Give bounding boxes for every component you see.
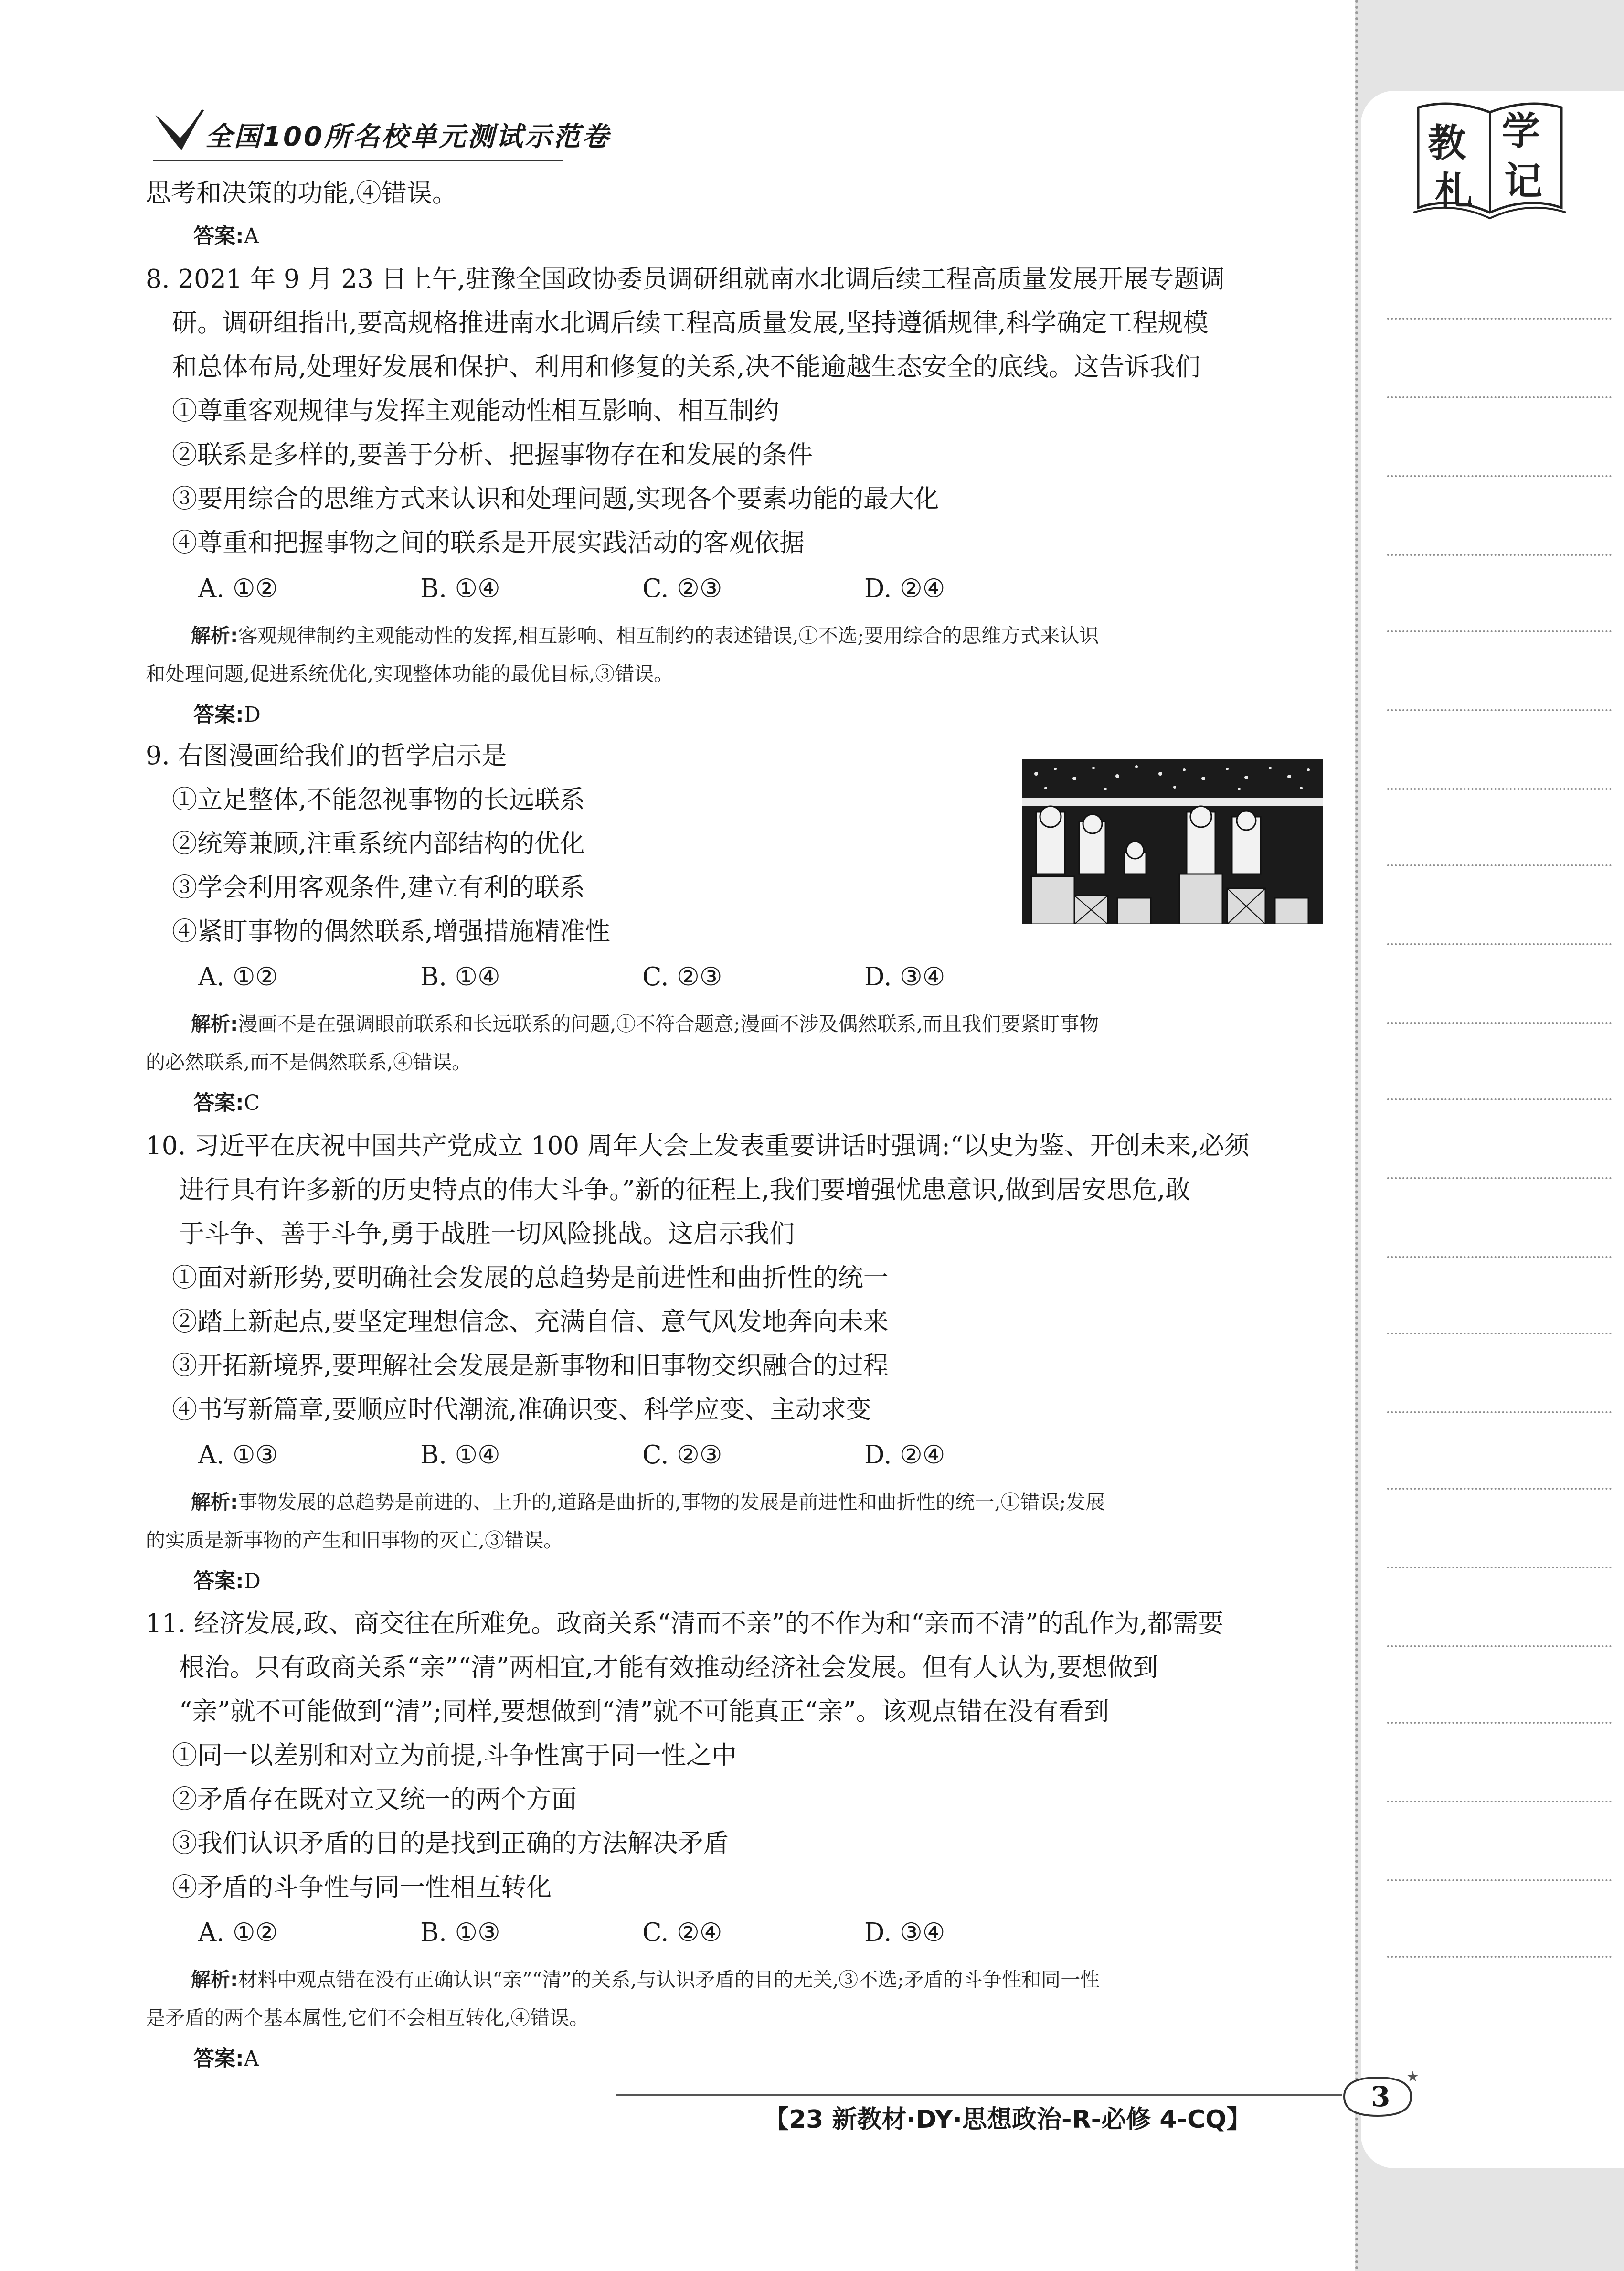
question-stem-line: 于斗争、善于斗争,勇于战胜一切风险挑战。这启示我们 <box>179 1219 795 1248</box>
question-stem-line: “亲”就不可能做到“清”;同样,要想做到“清”就不可能真正“亲”。该观点错在没有看到 <box>179 1697 1109 1726</box>
analysis-line: 的必然联系,而不是偶然联系,④错误。 <box>146 1051 472 1074</box>
notes-margin-page <box>1361 91 1624 2168</box>
option-d[interactable]: D. ③④ <box>864 962 945 992</box>
answer-value: A <box>244 224 259 248</box>
note-line[interactable] <box>1387 1256 1612 1258</box>
answer-label: 答案: <box>193 1091 244 1115</box>
intro-answer <box>193 220 259 253</box>
note-line[interactable] <box>1387 788 1612 790</box>
analysis-text: 客观规律制约主观能动性的发挥,相互影响、相互制约的表述错误,①不选;要用综合的思维方式来认识 <box>238 624 1099 647</box>
statement: ③开拓新境界,要理解社会发展是新事物和旧事物交织融合的过程 <box>172 1351 889 1380</box>
statement: ④书写新篇章,要顺应时代潮流,准确识变、科学应变、主动求变 <box>172 1395 871 1424</box>
page-number-badge <box>1335 2068 1421 2125</box>
answer-label: 答案: <box>193 2047 244 2071</box>
note-line[interactable] <box>1387 1879 1612 1881</box>
cartoon-illustration <box>1022 759 1323 924</box>
note-line[interactable] <box>1387 709 1612 711</box>
option-d[interactable]: D. ③④ <box>864 1918 945 1947</box>
statement: ③我们认识矛盾的目的是找到正确的方法解决矛盾 <box>172 1829 729 1858</box>
answer-line <box>193 1565 261 1598</box>
statement: ②矛盾存在既对立又统一的两个方面 <box>172 1785 577 1814</box>
answer-label: 答案: <box>193 224 244 248</box>
option-a[interactable]: A. ①② <box>198 1918 278 1947</box>
notes-title-char: 札 <box>1435 168 1473 213</box>
note-line[interactable] <box>1387 1177 1612 1179</box>
answer-value: A <box>244 2047 259 2071</box>
option-c[interactable]: C. ②③ <box>642 962 722 992</box>
analysis-label: 解析: <box>191 624 238 647</box>
option-c[interactable]: C. ②③ <box>642 1440 722 1470</box>
note-line[interactable] <box>1387 1098 1612 1100</box>
note-line[interactable] <box>1387 1645 1612 1647</box>
question-stem-line: 9. 右图漫画给我们的哲学启示是 <box>146 741 507 770</box>
notes-title-char: 学 <box>1502 108 1540 153</box>
option-b[interactable]: B. ①④ <box>420 574 500 603</box>
note-line[interactable] <box>1387 630 1612 632</box>
svg-text:★: ★ <box>1406 2068 1419 2085</box>
analysis-line: 的实质是新事物的产生和旧事物的灭亡,③错误。 <box>146 1529 563 1552</box>
option-c[interactable]: C. ②④ <box>642 1918 722 1947</box>
answer-value: C <box>244 1091 260 1115</box>
statement: ②统筹兼顾,注重系统内部结构的优化 <box>172 829 585 858</box>
analysis-line <box>191 1488 1105 1516</box>
note-line[interactable] <box>1387 1956 1612 1958</box>
analysis-line <box>191 622 1099 650</box>
statement: ④紧盯事物的偶然联系,增强措施精准性 <box>172 917 610 946</box>
analysis-text: 漫画不是在强调眼前联系和长远联系的问题,①不符合题意;漫画不涉及偶然联系,而且我们要紧盯事物 <box>238 1013 1099 1035</box>
header-rule <box>153 160 563 161</box>
note-line[interactable] <box>1387 1722 1612 1724</box>
quill-logo-icon <box>153 105 205 158</box>
analysis-line <box>191 1010 1099 1038</box>
notes-title-char: 教 <box>1428 120 1466 165</box>
note-line[interactable] <box>1387 1567 1612 1568</box>
statement: ①立足整体,不能忽视事物的长远联系 <box>172 785 585 814</box>
analysis-text: 事物发展的总趋势是前进的、上升的,道路是曲折的,事物的发展是前进性和曲折性的统一,①错误;发展 <box>238 1491 1105 1514</box>
answer-label: 答案: <box>193 703 244 727</box>
answer-value: D <box>244 1569 261 1593</box>
statement: ④尊重和把握事物之间的联系是开展实践活动的客观依据 <box>172 528 805 557</box>
statement: ①尊重客观规律与发挥主观能动性相互影响、相互制约 <box>172 396 779 426</box>
notes-title-char: 记 <box>1504 159 1542 203</box>
statement: ③学会利用客观条件,建立有利的联系 <box>172 873 585 902</box>
option-c[interactable]: C. ②③ <box>642 574 722 603</box>
note-line[interactable] <box>1387 943 1612 945</box>
answer-label: 答案: <box>193 1569 244 1593</box>
option-a[interactable]: A. ①③ <box>198 1440 278 1470</box>
header-title: 全国100所名校单元测试示范卷 <box>205 121 611 152</box>
option-a[interactable]: A. ①② <box>198 574 278 603</box>
statement: ②联系是多样的,要善于分析、把握事物存在和发展的条件 <box>172 440 813 469</box>
note-line[interactable] <box>1387 554 1612 556</box>
note-line[interactable] <box>1387 396 1612 398</box>
footer-series: 【23 新教材·DY·思想政治-R-必修 4-CQ】 <box>764 2105 1252 2134</box>
statement: ②踏上新起点,要坚定理想信念、充满自信、意气风发地奔向未来 <box>172 1307 889 1336</box>
option-b[interactable]: B. ①④ <box>420 962 500 992</box>
note-line[interactable] <box>1387 1411 1612 1413</box>
statement: ④矛盾的斗争性与同一性相互转化 <box>172 1873 552 1902</box>
analysis-line: 和处理问题,促进系统优化,实现整体功能的最优目标,③错误。 <box>146 662 674 685</box>
question-stem-line: 根治。只有政商关系“亲”“清”两相宜,才能有效推动经济社会发展。但有人认为,要想做到 <box>179 1653 1158 1682</box>
question-stem-line: 进行具有许多新的历史特点的伟大斗争。”新的征程上,我们要增强忧患意识,做到居安思危,敢 <box>179 1175 1191 1205</box>
answer-line <box>193 698 261 732</box>
page-number: 3 <box>1371 2080 1390 2113</box>
answer-line <box>193 1087 260 1120</box>
question-stem-line: 10. 习近平在庆祝中国共产党成立 100 周年大会上发表重要讲话时强调:“以史为鉴、开创未来,必须 <box>146 1131 1250 1161</box>
option-d[interactable]: D. ②④ <box>864 1440 945 1470</box>
question-stem-line: 研。调研组指出,要高规格推进南水北调后续工程高质量发展,坚持遵循规律,科学确定工程规模 <box>172 309 1209 338</box>
question-stem-line: 8. 2021 年 9 月 23 日上午,驻豫全国政协委员调研组就南水北调后续工程高质量发展开展专题调 <box>146 265 1225 294</box>
analysis-line: 是矛盾的两个基本属性,它们不会相互转化,④错误。 <box>146 2006 589 2029</box>
note-line[interactable] <box>1387 1333 1612 1334</box>
statement: ①面对新形势,要明确社会发展的总趋势是前进性和曲折性的统一 <box>172 1263 889 1292</box>
footer-rule <box>616 2094 1342 2096</box>
analysis-text: 材料中观点错在没有正确认识“亲”“清”的关系,与认识矛盾的目的无关,③不选;矛盾的斗争性和同一性 <box>238 1968 1100 1991</box>
binding-edge <box>1355 0 1369 2271</box>
notes-title-box <box>1413 98 1566 222</box>
question-stem-line: 11. 经济发展,政、商交往在所难免。政商关系“清而不亲”的不作为和“亲而不清”的乱作为,都需要 <box>146 1609 1224 1638</box>
note-line[interactable] <box>1387 318 1612 320</box>
note-line[interactable] <box>1387 1022 1612 1024</box>
answer-value: D <box>244 703 261 727</box>
option-b[interactable]: B. ①③ <box>420 1918 500 1947</box>
note-line[interactable] <box>1387 1801 1612 1802</box>
note-line[interactable] <box>1387 864 1612 866</box>
option-b[interactable]: B. ①④ <box>420 1440 500 1470</box>
analysis-label: 解析: <box>191 1491 238 1514</box>
answer-line <box>193 2042 259 2076</box>
intro-line: 思考和决策的功能,④错误。 <box>146 179 457 208</box>
question-stem-line: 和总体布局,处理好发展和保护、利用和修复的关系,决不能逾越生态安全的底线。这告诉我们 <box>172 352 1200 382</box>
option-d[interactable]: D. ②④ <box>864 574 945 603</box>
statement: ③要用综合的思维方式来认识和处理问题,实现各个要素功能的最大化 <box>172 484 939 513</box>
analysis-label: 解析: <box>191 1968 238 1991</box>
note-line[interactable] <box>1387 475 1612 477</box>
option-a[interactable]: A. ①② <box>198 962 278 992</box>
analysis-label: 解析: <box>191 1013 238 1035</box>
statement: ①同一以差别和对立为前提,斗争性寓于同一性之中 <box>172 1741 737 1770</box>
note-line[interactable] <box>1387 1488 1612 1490</box>
analysis-line <box>191 1966 1100 1994</box>
